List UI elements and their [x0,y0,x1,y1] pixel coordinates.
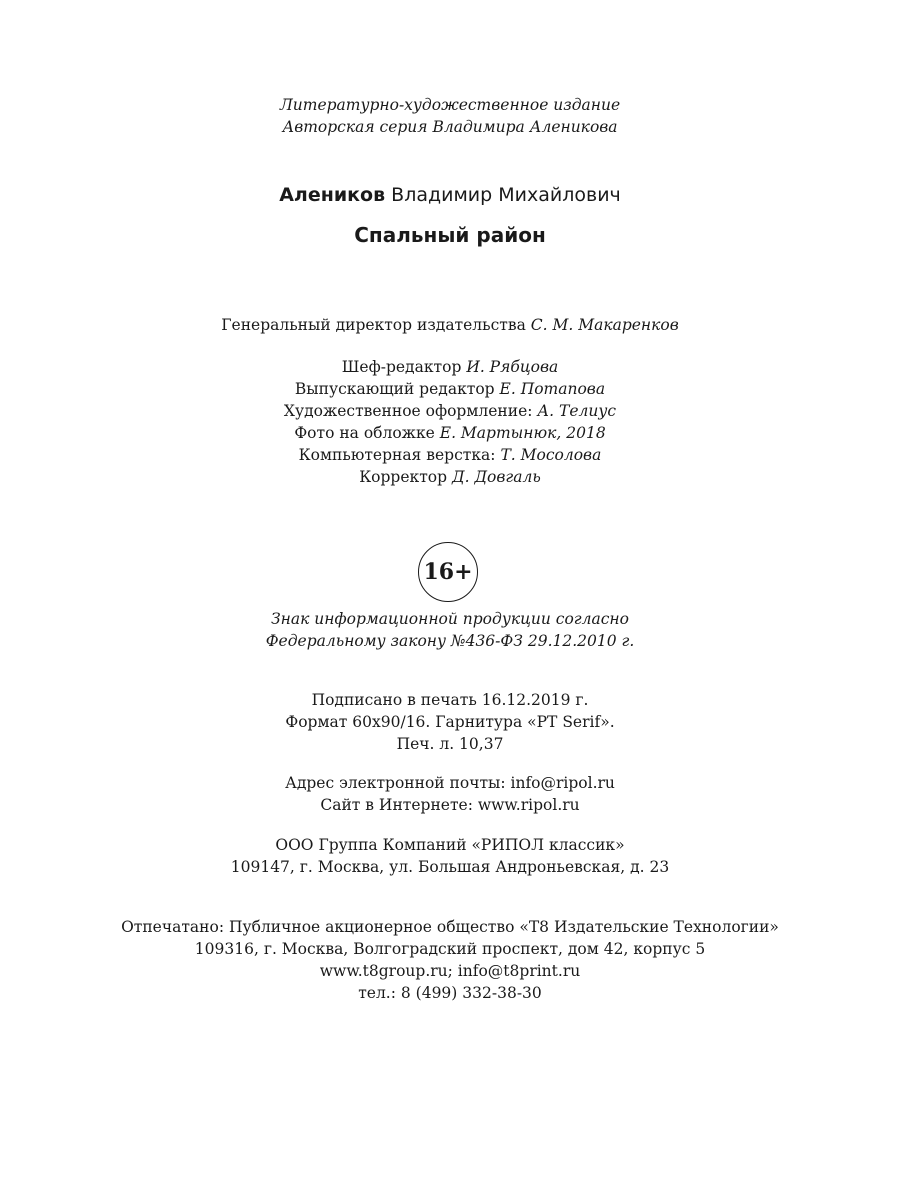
contacts [0,772,900,816]
publisher-name: ООО Группа Компаний «РИПОЛ классик» [275,836,625,854]
credit-role: Шеф-редактор [341,358,462,376]
credit-name: Е. Мартынюк, 2018 [439,424,606,442]
email-line: Адрес электронной почты: info@ripol.ru [285,774,615,792]
print-info [0,689,900,755]
credit-role: Компьютерная верстка: [298,446,496,464]
director-name: С. М. Макаренков [530,316,679,334]
credit-role: Выпускающий редактор [294,380,495,398]
printer-line-2: 109316, г. Москва, Волгоградский проспект, дом 42, корпус 5 [194,940,706,958]
author-name [0,182,900,208]
credit-item [0,378,900,400]
credit-role: Фото на обложке [294,424,435,442]
publisher-info [0,834,900,878]
age-note-line-2: Федеральному закону №436-ФЗ 29.12.2010 г. [265,632,635,650]
age-rating-badge: 16+ [418,542,478,602]
director-line [0,314,900,336]
printer-line-4: тел.: 8 (499) 332-38-30 [358,984,542,1002]
credits-list [0,356,900,488]
age-rating-note [0,608,900,652]
signed-date: Подписано в печать 16.12.2019 г. [311,691,589,709]
author-given-names: Владимир Михайлович [391,184,621,206]
credit-role: Корректор [359,468,448,486]
book-title: Спальный район [354,223,546,247]
format-info: Формат 60х90/16. Гарнитура «PT Serif». [285,713,615,731]
age-note-line-1: Знак информационной продукции согласно [271,610,629,628]
credit-item [0,466,900,488]
printed-sheets: Печ. л. 10,37 [396,735,504,753]
publisher-address: 109147, г. Москва, ул. Большая Андроньевская, д. 23 [230,858,670,876]
credit-name: Т. Мосолова [500,446,602,464]
series-line-1: Литературно-художественное издание [279,96,621,114]
credit-item [0,356,900,378]
credit-role: Художественное оформление: [283,402,533,420]
credit-item [0,444,900,466]
series-info [0,94,900,138]
printer-line-1: Отпечатано: Публичное акционерное общество «Т8 Издательские Технологии» [121,918,779,936]
credit-name: Д. Довгаль [452,468,541,486]
printer-info [0,916,900,1004]
director-role: Генеральный директор издательства [221,316,526,334]
credit-item [0,400,900,422]
author-surname: Алеников [279,184,386,206]
credit-item [0,422,900,444]
credit-name: Е. Потапова [499,380,606,398]
credit-name: А. Телиус [537,402,617,420]
series-line-2: Авторская серия Владимира Аленикова [282,118,618,136]
printer-line-3: www.t8group.ru; info@t8print.ru [319,962,581,980]
website-line: Сайт в Интернете: www.ripol.ru [320,796,580,814]
credit-name: И. Рябцова [466,358,559,376]
